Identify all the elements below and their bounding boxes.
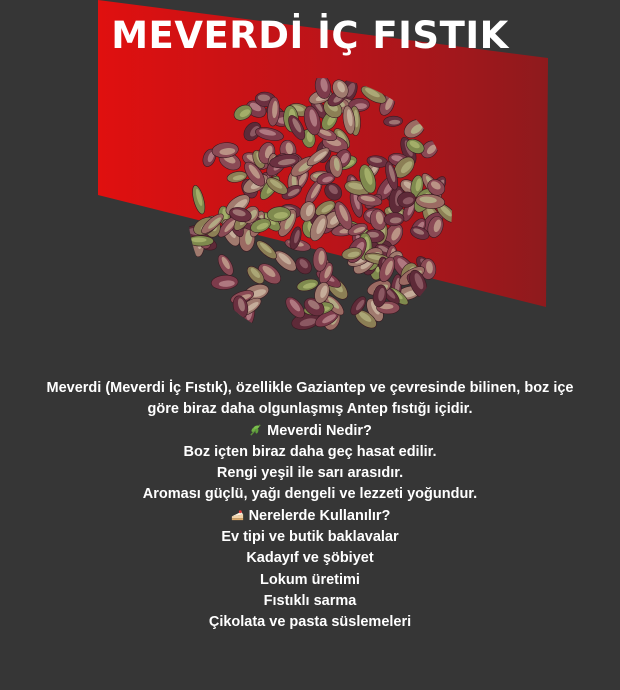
section-heading-meverdi-nedir [0,421,620,442]
description-block [0,378,620,634]
pistachio-kernels-image [185,70,455,350]
usage-line: Kadayıf ve şöbiyet [246,550,374,567]
usage-line: Fıstıklı sarma [263,592,357,609]
info-line: Rengi yeşil ile sarı arasıdır. [216,465,404,482]
section-heading-text: Nerelerde Kullanılır? [248,507,391,524]
intro-line-2: göre biraz daha olgunlaşmış Antep fıstığı içidir. [147,401,473,418]
intro-line-1: Meverdi (Meverdi İç Fıstık), özellikle Gaziantep ve çevresinde bilinen, boz içe [46,380,574,396]
info-line: Boz içten biraz daha geç hasat edilir. [183,443,437,460]
page-title: MEVERDİ İÇ FISTIK [111,14,509,57]
usage-line: Çikolata ve pasta süslemeleri [208,614,412,631]
section-heading-text: Meverdi Nedir? [267,422,372,439]
info-line: Aroması güçlü, yağı dengeli ve lezzeti yoğundur. [142,486,478,503]
cake-icon [230,507,245,522]
usage-line: Ev tipi ve butik baklavalar [221,529,399,546]
herb-icon [248,422,263,437]
usage-line: Lokum üretimi [260,571,360,588]
section-heading-nerelerde-kullanilir [0,506,620,527]
